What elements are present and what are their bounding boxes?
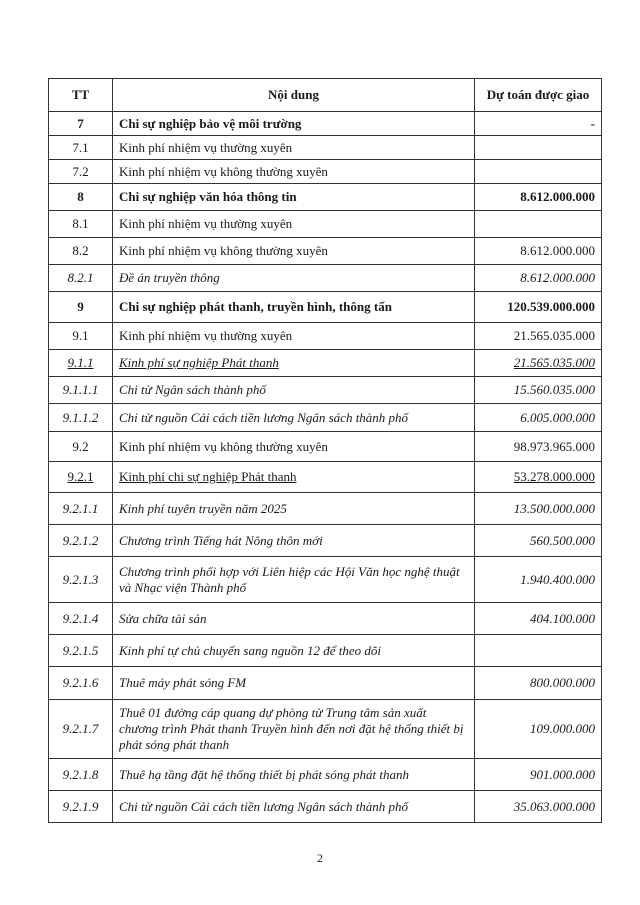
table-row [49,211,602,238]
table-row [49,184,602,211]
cell-amount: 404.100.000 [475,603,602,635]
cell-content: Đề án truyền thông [113,265,475,292]
cell-content: Sửa chữa tài sản [113,603,475,635]
cell-amount: 901.000.000 [475,759,602,791]
cell-amount: 98.973.965.000 [475,432,602,462]
table-row [49,160,602,184]
cell-tt: 9.2.1.6 [49,667,113,700]
cell-amount: 1.940.400.000 [475,557,602,603]
cell-amount: 21.565.035.000 [475,350,602,377]
table-row [49,377,602,404]
cell-amount: 8.612.000.000 [475,238,602,265]
cell-content: Chi sự nghiệp phát thanh, truyền hình, thông tấn [113,292,475,323]
cell-content: Thuê 01 đường cáp quang dự phòng từ Trung tâm sản xuất chương trình Phát thanh Truyền hình đến nơi đặt hệ thống thiết bị phát sóng phát thanh [113,700,475,759]
cell-amount: - [475,112,602,136]
table-row [49,667,602,700]
cell-content: Chi từ Ngân sách thành phố [113,377,475,404]
cell-content: Chi sự nghiệp văn hóa thông tin [113,184,475,211]
cell-tt: 9.2.1.9 [49,791,113,823]
cell-amount: 109.000.000 [475,700,602,759]
cell-content: Chi từ nguồn Cải cách tiền lương Ngân sách thành phố [113,791,475,823]
cell-amount: 8.612.000.000 [475,265,602,292]
cell-amount: 15.560.035.000 [475,377,602,404]
cell-tt: 9.1.1.1 [49,377,113,404]
table-row [49,603,602,635]
cell-tt: 9 [49,292,113,323]
cell-tt: 9.2.1.2 [49,525,113,557]
cell-amount: 800.000.000 [475,667,602,700]
table-row [49,493,602,525]
cell-tt: 9.2.1.1 [49,493,113,525]
cell-amount [475,136,602,160]
cell-content: Kinh phí nhiệm vụ không thường xuyên [113,432,475,462]
table-row [49,462,602,493]
table-row [49,700,602,759]
cell-content: Thuê hạ tầng đặt hệ thống thiết bị phát sóng phát thanh [113,759,475,791]
cell-tt: 8.2.1 [49,265,113,292]
cell-amount: 21.565.035.000 [475,323,602,350]
table-row [49,292,602,323]
cell-content: Kinh phí chi sự nghiệp Phát thanh [113,462,475,493]
table-row [49,404,602,432]
cell-amount [475,635,602,667]
cell-tt: 8.1 [49,211,113,238]
header-tt: TT [49,79,113,112]
cell-amount [475,160,602,184]
cell-amount: 120.539.000.000 [475,292,602,323]
cell-content: Kinh phí sự nghiệp Phát thanh [113,350,475,377]
cell-content: Kinh phí tự chủ chuyển sang nguồn 12 để theo dõi [113,635,475,667]
cell-tt: 9.2.1 [49,462,113,493]
cell-tt: 9.1.1 [49,350,113,377]
cell-tt: 9.2.1.7 [49,700,113,759]
cell-content: Chương trình phối hợp với Liên hiệp các Hội Văn học nghệ thuật và Nhạc viện Thành phố [113,557,475,603]
cell-tt: 9.1.1.2 [49,404,113,432]
budget-table [48,78,602,823]
table-row [49,635,602,667]
cell-content: Kinh phí nhiệm vụ thường xuyên [113,211,475,238]
cell-tt: 9.2.1.3 [49,557,113,603]
table-row [49,432,602,462]
cell-content: Thuê máy phát sóng FM [113,667,475,700]
cell-tt: 9.2.1.8 [49,759,113,791]
table-row [49,791,602,823]
cell-amount: 8.612.000.000 [475,184,602,211]
cell-content: Kinh phí nhiệm vụ không thường xuyên [113,238,475,265]
cell-content: Kinh phí nhiệm vụ thường xuyên [113,136,475,160]
cell-tt: 7 [49,112,113,136]
page-number: 2 [317,851,323,865]
cell-content: Chương trình Tiếng hát Nông thôn mới [113,525,475,557]
cell-amount: 6.005.000.000 [475,404,602,432]
cell-tt: 9.2.1.4 [49,603,113,635]
cell-tt: 7.1 [49,136,113,160]
cell-tt: 8 [49,184,113,211]
cell-content: Kinh phí nhiệm vụ không thường xuyên [113,160,475,184]
table-row [49,525,602,557]
cell-tt: 9.2.1.5 [49,635,113,667]
table-row [49,759,602,791]
cell-tt: 9.2 [49,432,113,462]
header-content: Nội dung [113,79,475,112]
table-row [49,265,602,292]
cell-amount: 13.500.000.000 [475,493,602,525]
cell-tt: 8.2 [49,238,113,265]
header-amount: Dự toán được giao [475,79,602,112]
table-row [49,323,602,350]
cell-content: Kinh phí tuyên truyền năm 2025 [113,493,475,525]
cell-tt: 9.1 [49,323,113,350]
table-row [49,136,602,160]
cell-amount: 53.278.000.000 [475,462,602,493]
cell-content: Chi từ nguồn Cải cách tiền lương Ngân sách thành phố [113,404,475,432]
cell-content: Chi sự nghiệp bảo vệ môi trường [113,112,475,136]
cell-amount [475,211,602,238]
cell-amount: 560.500.000 [475,525,602,557]
cell-amount: 35.063.000.000 [475,791,602,823]
cell-tt: 7.2 [49,160,113,184]
table-row [49,238,602,265]
cell-content: Kinh phí nhiệm vụ thường xuyên [113,323,475,350]
header-row [49,79,602,112]
table-row [49,557,602,603]
table-row [49,350,602,377]
table-row [49,112,602,136]
